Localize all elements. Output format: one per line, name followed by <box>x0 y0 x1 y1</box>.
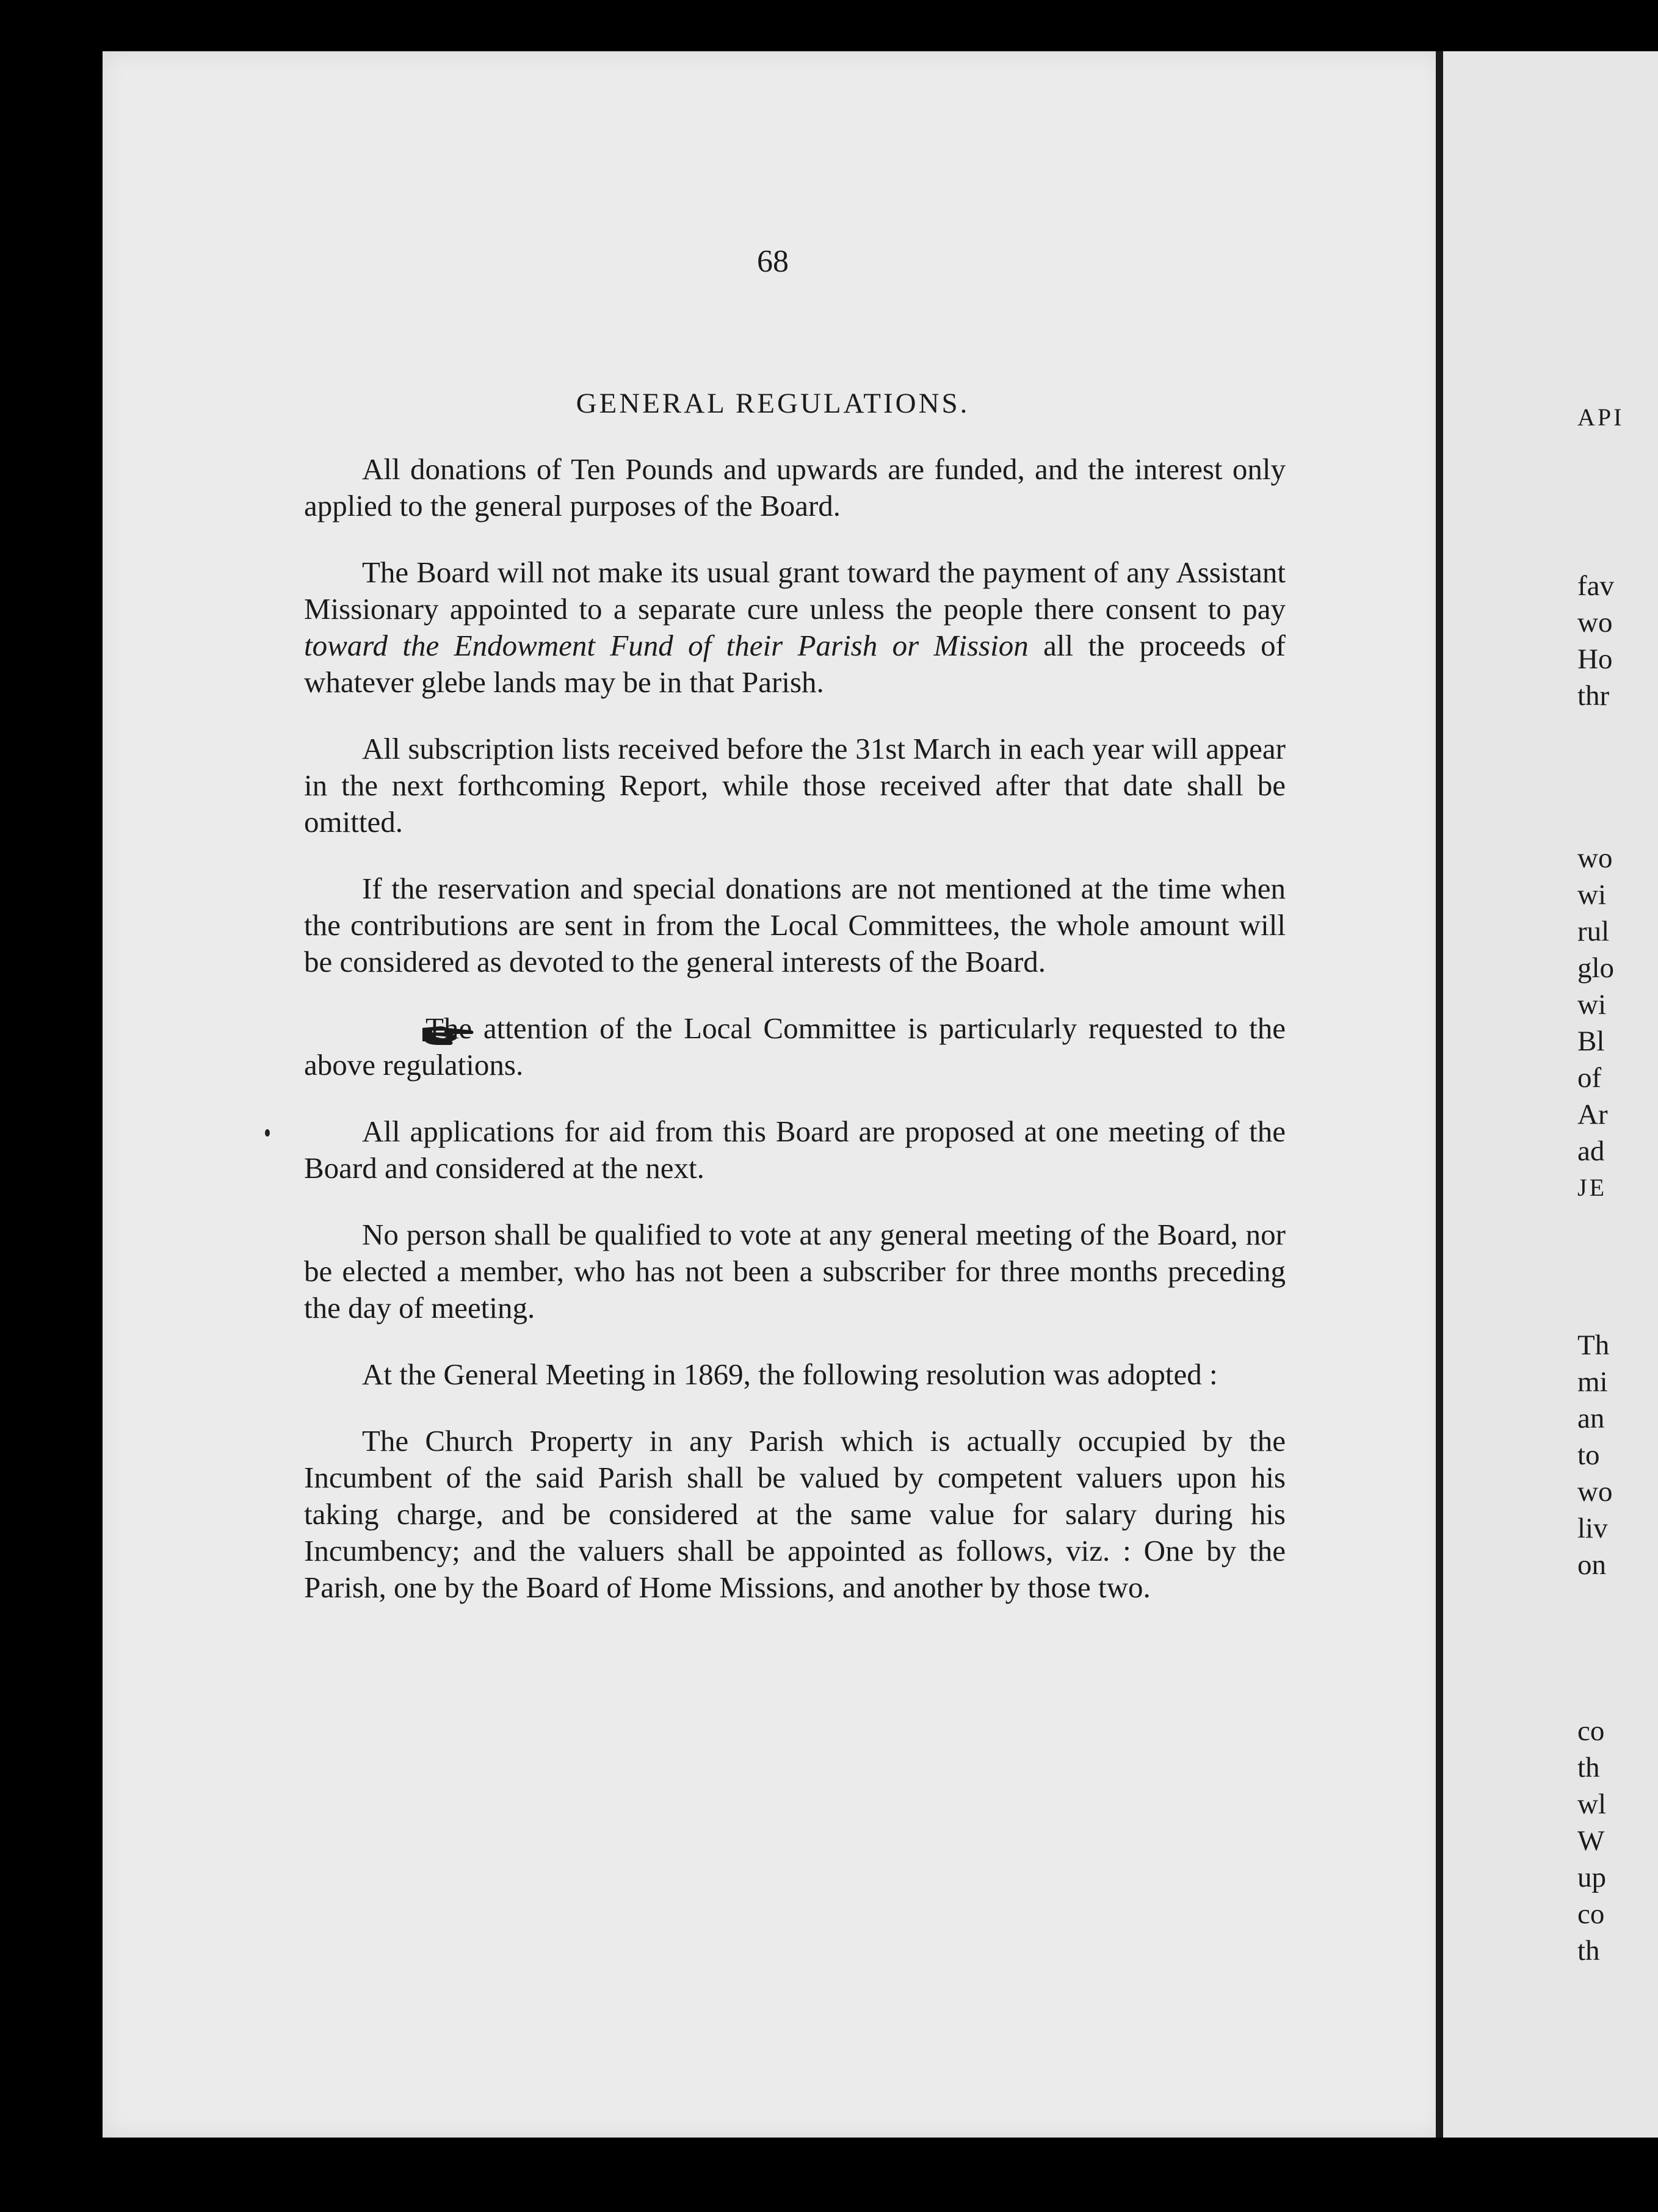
facing-page-fragment: to <box>1577 1439 1600 1471</box>
facing-page-fragment: Ho <box>1577 643 1613 675</box>
facing-page-fragment: Ar <box>1577 1099 1608 1130</box>
paragraph-donations: All donations of Ten Pounds and upwards are funded, and the interest only applied to the general purposes of the Board. <box>304 452 1286 522</box>
paragraph-reservation: If the reservation and special donations are not mentioned at the time when the contributions are sent in from the Local Committees, the whole amount will be considered as devoted to the general interests of the Board. <box>304 872 1286 978</box>
facing-page-fragment: API <box>1577 403 1624 431</box>
pointing-hand-icon <box>362 1019 418 1044</box>
paragraph-voting: No person shall be qualified to vote at any general meeting of the Board, nor be elected a member, who has not been a subscriber for three months preceding the day of meeting. <box>304 1218 1286 1325</box>
facing-page-fragment: ad <box>1577 1135 1605 1167</box>
facing-page-fragment: on <box>1577 1549 1606 1581</box>
ink-speck <box>265 1129 270 1137</box>
facing-page-fragment: thr <box>1577 680 1610 712</box>
facing-page-fragment: wo <box>1577 1476 1613 1508</box>
facing-page-fragment: W <box>1577 1825 1605 1857</box>
page-number: 68 <box>757 244 789 279</box>
paragraph-general-meeting: At the General Meeting in 1869, the following resolution was adopted : <box>362 1357 1218 1391</box>
facing-page-fragment: liv <box>1577 1513 1608 1544</box>
facing-page-fragment: mi <box>1577 1366 1608 1398</box>
facing-page-fragment: fav <box>1577 570 1615 602</box>
paragraph-subscription-lists: All subscription lists received before the 31st March in each year will appear in the next forthcoming Report, while those received after that date shall be omitted. <box>304 732 1286 839</box>
regulations-body <box>304 451 1286 1606</box>
document-page <box>103 51 1443 2138</box>
facing-page-fragment: Th <box>1577 1329 1610 1361</box>
paragraph-assistant-missionary <box>304 554 1286 701</box>
facing-page-fragment: wi <box>1577 989 1606 1021</box>
paragraph-attention <box>304 1010 1286 1083</box>
facing-page-fragment: rul <box>1577 916 1610 947</box>
page-title: GENERAL REGULATIONS. <box>576 388 970 419</box>
facing-page-fragment: th <box>1577 1752 1600 1784</box>
paragraph-text: all the proceeds of whatever glebe lands may be in that Parish. <box>304 629 1286 699</box>
paragraph-text: The attention of the Local Committee is particularly requested to the above regulations. <box>304 1011 1286 1082</box>
page-gutter <box>1436 51 1443 2138</box>
paragraph-text: The Board will not make its usual grant toward the payment of any Assistant Missionary appointed to a separate cure unless the people there consent to pay <box>304 555 1286 626</box>
facing-page <box>1443 51 1658 2138</box>
facing-page-fragment: wl <box>1577 1788 1606 1820</box>
facing-page-fragment: JE <box>1577 1174 1607 1201</box>
facing-page-fragment: of <box>1577 1062 1602 1094</box>
facing-page-fragment: Bl <box>1577 1025 1605 1057</box>
facing-page-fragment: up <box>1577 1862 1606 1893</box>
facing-page-fragment: an <box>1577 1403 1605 1434</box>
facing-page-fragment: co <box>1577 1715 1605 1747</box>
facing-page-fragment: th <box>1577 1935 1600 1967</box>
facing-page-fragment: wi <box>1577 879 1606 911</box>
italic-phrase: toward the Endowment Fund of their Parish or Mission <box>304 629 1029 662</box>
facing-page-fragment: wo <box>1577 842 1613 874</box>
facing-page-fragment: glo <box>1577 952 1615 984</box>
paragraph-applications: All applications for aid from this Board are proposed at one meeting of the Board and considered at the next. <box>304 1115 1286 1185</box>
facing-page-fragment: co <box>1577 1898 1605 1930</box>
facing-page-fragment: wo <box>1577 607 1613 638</box>
paragraph-church-property: The Church Property in any Parish which is actually occupied by the Incumbent of the said Parish shall be valued by competent valuers upon his taking charge, and be considered at the same value for salary during his Incumbency; and the valuers shall be appointed as follows, viz. : One by the Parish, one by the Board of Home Missions, and another by those two. <box>304 1424 1286 1604</box>
